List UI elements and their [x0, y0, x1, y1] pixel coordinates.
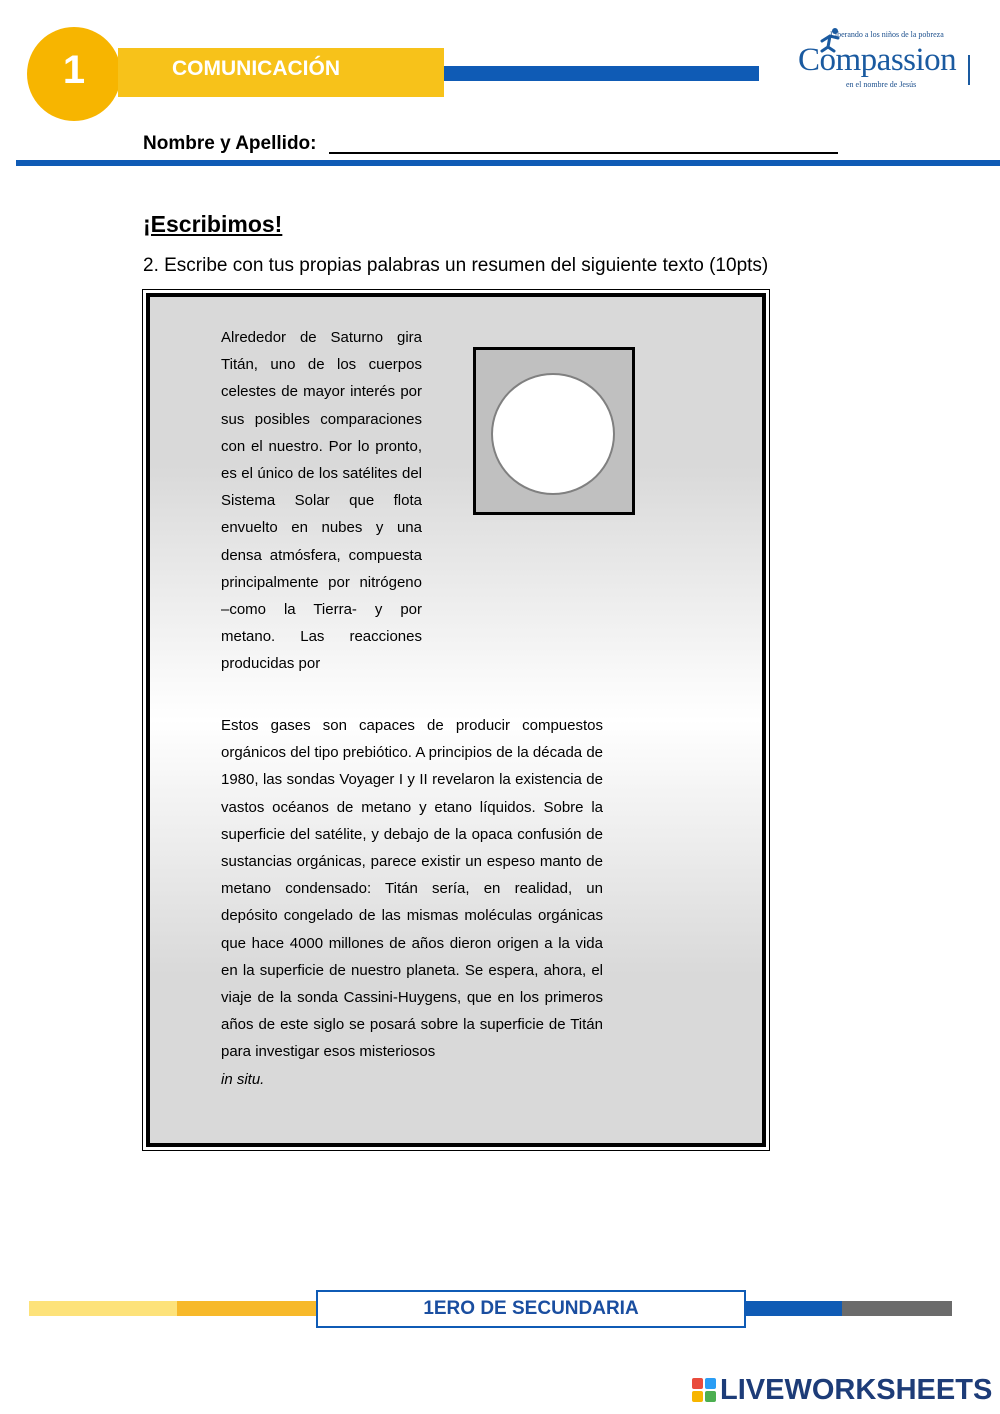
paragraph-2-text: Estos gases son capaces de producir compuestos orgánicos del tipo prebiótico. A principios de la década de 1980, las sondas Voyager I y II revelaron la existencia de vastos océanos de metano y etano líquidos. Sobre la superficie del satélite, y debajo de la opaca confusión de sustancias orgánicas, parece existir un espeso manto de metano condensado: Titán sería, en realidad, un depósito congelado de las mismas moléculas orgánicas que hace 4000 millones de años dieron origen a la vida en la superficie de nuestro planeta. Se espera, ahora, el viaje de la sonda Cassini-Huygens, que en los primeros años de este siglo se posará sobre la superficie de Titán para investigar esos misteriosos: [221, 717, 603, 1061]
liveworksheets-logo: [692, 1373, 993, 1406]
paragraph-2: [221, 712, 603, 1093]
liveworksheets-wordmark: LIVEWORKSHEETS: [720, 1373, 993, 1406]
logo-wordmark: Compassion: [798, 42, 957, 78]
paragraph-2-italic: in situ.: [221, 1070, 265, 1088]
unit-number: 1: [62, 48, 86, 92]
subject-title: COMUNICACIÓN: [172, 57, 340, 80]
moon-image: [491, 373, 615, 495]
section-title: ¡Escribimos!: [143, 211, 283, 237]
logo-divider: [968, 55, 970, 85]
footer-bar-blue: [744, 1301, 842, 1316]
footer-bar-light-yellow: [29, 1301, 177, 1316]
name-input-line[interactable]: [329, 152, 838, 154]
footer-bar-gray: [842, 1301, 952, 1316]
reading-full-paragraph: [221, 712, 603, 1093]
name-label: Nombre y Apellido:: [143, 133, 317, 154]
instruction-text: 2. Escribe con tus propias palabras un resumen del siguiente texto (10pts): [143, 255, 769, 276]
grade-label: 1ERO DE SECUNDARIA: [423, 1298, 639, 1319]
liveworksheets-icon: [692, 1378, 716, 1402]
logo-subtitle: en el nombre de Jesús: [846, 80, 917, 89]
paragraph-1: Alrededor de Saturno gira Titán, uno de los cuerpos celestes de mayor interés por sus posibles comparaciones con el nuestro. Por lo pronto, es el único de los satélites del Sistema Solar que flota envuelto en nubes y una densa atmósfera, compuesta principalmente por nitrógeno –como la Tierra- y por metano. Las reacciones producidas por: [221, 329, 422, 673]
logo-tagline: Liberando a los niños de la pobreza: [830, 30, 944, 39]
header-blue-bar: [444, 66, 759, 81]
reading-column-paragraph: [221, 324, 422, 678]
header-divider: [16, 160, 1000, 166]
footer-bar-yellow: [177, 1301, 319, 1316]
